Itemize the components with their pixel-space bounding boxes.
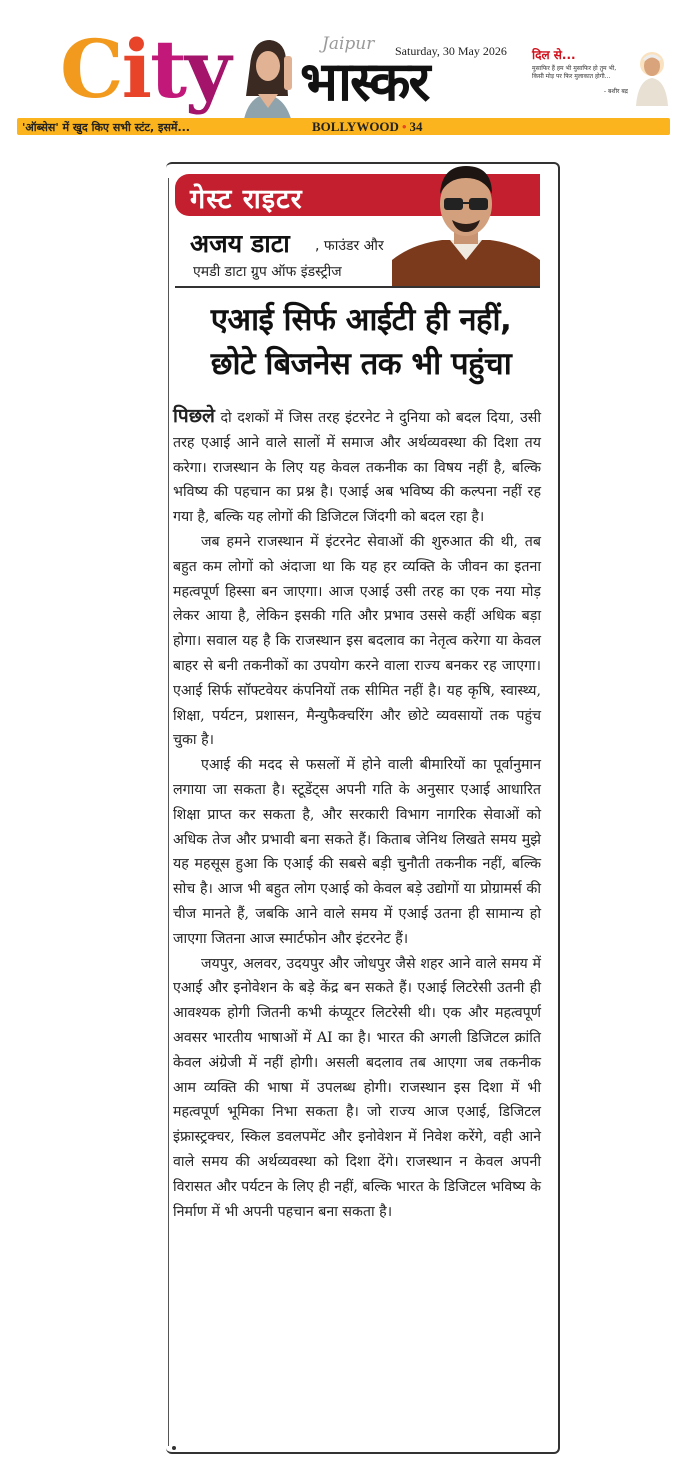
section-name: BOLLYWOOD — [312, 119, 399, 134]
paragraph-1 — [173, 404, 541, 530]
author-photo — [392, 160, 540, 288]
paragraph-2: जब हमने राजस्थान में इंटरनेट सेवाओं की शुरुआत की थी, तब बहुत कम लोगों को अंदाजा था कि यह हर व्यक्ति के जीवन का इतना महत्वपूर्ण हिस्सा बन जाएगा। आज एआई उसी तरह का एक नया मोड़ लेकर आया है, लेकिन इसकी गति और प्रभाव उससे कहीं अधिक बड़ा होगा। सवाल यह है कि राजस्थान इस बदलाव का नेतृत्व करेगा या केवल बाहर से बनी तकनीकों का उपयोग करने वाला राज्य बनकर रह जाएगा। एआई सिर्फ सॉफ्टवेयर कंपनियों तक सीमित नहीं है। यह कृषि, स्वास्थ्य, शिक्षा, पर्यटन, प्रशासन, मैन्युफैक्चरिंग और छोटे व्यवसायों तक पहुंच चुका है। — [173, 533, 541, 749]
paragraph-4: जयपुर, अलवर, उदयपुर और जोधपुर जैसे शहर आने वाले समय में एआई और इनोवेशन के बड़े केंद्र बन सकते हैं। एआई लिटरेसी उतनी ही आवश्यक होगी जितनी कभी कंप्यूटर लिटरेसी थी। एक और महत्वपूर्ण अवसर भारतीय भाषाओं में AI का है। भारत की अगली डिजिटल क्रांति केवल अंग्रेजी में नहीं होगी। असली बदलाव तब आएगा जब तकनीक आम व्यक्ति की भाषा में उपलब्ध होगी। राजस्थान इस दिशा में भी महत्वपूर्ण भूमिका निभा सकता है। जो राज्य आज एआई, डिजिटल इंफ्रास्ट्रक्चर, स्किल डवलपमेंट और इनोवेशन में निवेश करेंगे, वही आने वाले समय की अर्थव्यवस्था को दिशा देंगे। राजस्थान न केवल अपनी विरासत और पर्यटन के लिए ही नहीं, बल्कि भारत के डिजिटल भविष्य के निर्माण में भी अपनी पहचान बना सकता है। — [173, 955, 541, 1220]
lead-word: पिछले — [173, 405, 215, 427]
section-label — [312, 119, 423, 135]
paragraph-1-text: दो दशकों में जिस तरह इंटरनेट ने दुनिया को बदल दिया, उसी तरह एआई आने वाले सालों में समाज और अर्थव्यवस्था की दिशा तय करेगा। राजस्थान के लिए यह केवल तकनीक का विषय नहीं है, बल्कि भविष्य की पहचान का प्रश्न है। एआई अब भविष्य की कल्पना नहीं रह गया है, बल्कि यह लोगों की डिजिटल जिंदगी को बदल रहा है। — [173, 410, 541, 526]
author-name: अजय डाटा — [190, 229, 290, 258]
article-body — [173, 404, 541, 1224]
headline-line-2: छोटे बिजनेस तक भी पहुंचा — [210, 346, 512, 382]
article-left-rule — [168, 178, 169, 1446]
headline-line-1: एआई सिर्फ आईटी ही नहीं, — [210, 302, 512, 338]
dateline: Saturday, 30 May 2026 — [395, 44, 507, 58]
article-headline — [172, 298, 550, 386]
masthead — [0, 0, 700, 140]
dil-se-quote — [532, 46, 628, 95]
guest-writer-label: गेस्ट राइटर — [190, 184, 303, 215]
dil-se-text: मुसाफिर हैं हम भी मुसाफिर हो तुम भी, किसी मोड़ पर फिर मुलाकात होगी... — [532, 65, 617, 80]
page-number: 34 — [409, 119, 423, 134]
separator-dot-icon: • — [401, 119, 407, 134]
city-tag: Jaipur — [322, 34, 375, 54]
city-logo: City — [60, 22, 230, 116]
poet-photo — [632, 46, 672, 106]
author-role-line2: एमडी डाटा ग्रुप ऑफ इंडस्ट्रीज — [193, 264, 342, 280]
end-dot-icon — [172, 1446, 176, 1450]
author-role-line1: , फाउंडर और — [315, 238, 384, 254]
teaser-text: 'ऑब्सेस' में खुद किए सभी स्टंट, इसमें... — [22, 121, 190, 134]
dil-se-author: - बशीर बद्र — [603, 88, 628, 95]
paper-name: भास्कर — [300, 50, 429, 113]
author-divider — [175, 286, 540, 288]
dil-se-title: दिल से... — [532, 48, 576, 62]
paragraph-3: एआई की मदद से फसलों में होने वाली बीमारियों का पूर्वानुमान लगाया जा सकता है। स्टूडेंट्स अपनी गति के अनुसार एआई आधारित शिक्षा प्राप्त कर सकता है, और सरकारी विभाग नागरिक सेवाओं को अधिक तेज और प्रभावी बना सकते हैं। किताब जेनिथ लिखते समय मुझे यह महसूस हुआ कि एआई की सबसे बड़ी चुनौती तकनीक नहीं, बल्कि सोच है। आज भी बहुत लोग एआई को केवल बड़े उद्योगों या प्रोग्रामर्स की चीज मानते हैं, जबकि आने वाले समय में एआई उतना ही सामान्य हो जाएगा जितना आज स्मार्टफोन और इंटरनेट हैं। — [173, 757, 541, 947]
